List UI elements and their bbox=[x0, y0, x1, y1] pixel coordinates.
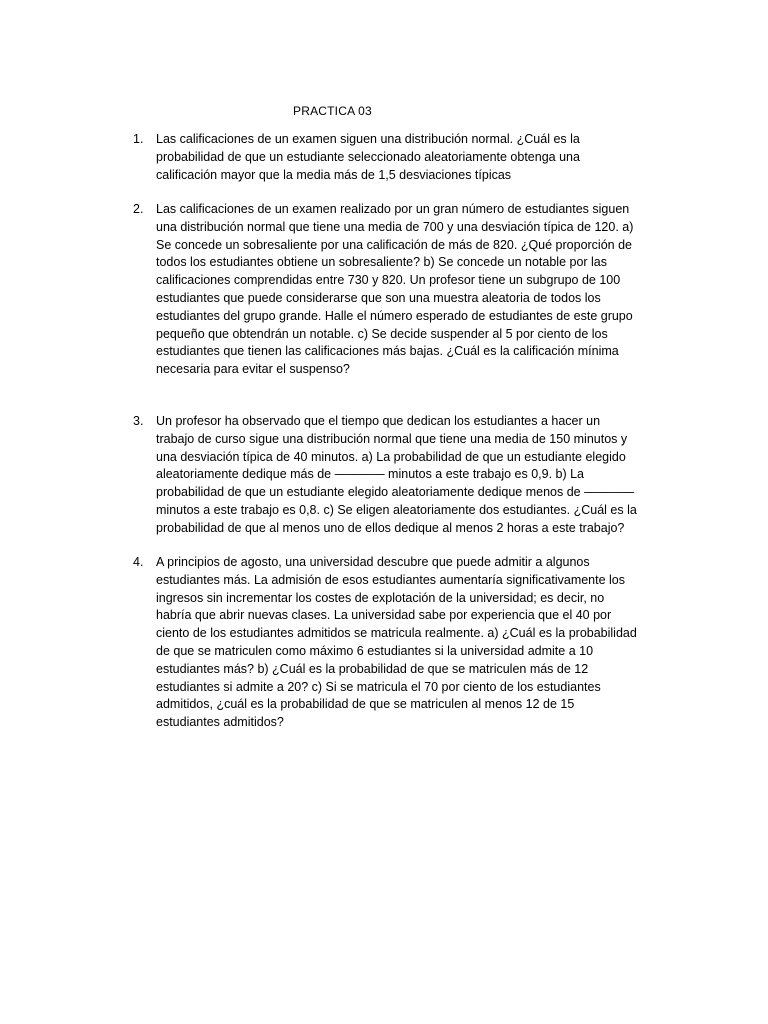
exercise-line: minutos a este trabajo es 0,8. c) Se eligen aleatoriamente dos estudiantes. ¿Cuál es la bbox=[156, 503, 637, 517]
exercise-line: calificaciones comprendidas entre 730 y 820. Un profesor tiene un subgrupo de 100 bbox=[156, 273, 621, 288]
exercise-line: necesaria para evitar el suspenso? bbox=[156, 362, 350, 377]
exercise-line: Se concede un sobresaliente por una calificación de más de 820. ¿Qué proporción de bbox=[156, 237, 632, 252]
exercise-line: Un profesor ha observado que el tiempo que dedican los estudiantes a hacer un bbox=[156, 414, 601, 428]
exercise-line: todos los estudiantes obtiene un sobresaliente? b) Se concede un notable por las bbox=[156, 255, 608, 270]
exercise-line: A principios de agosto, una universidad descubre que puede admitir a algunos bbox=[156, 555, 590, 569]
exercise-line: ingresos sin incrementar los costes de explotación de la universidad; es decir, no bbox=[156, 590, 605, 605]
exercise-line: probabilidad de que un estudiante elegido aleatoriamente dedique menos de ———— bbox=[156, 485, 635, 500]
exercise-line: probabilidad de que al menos uno de ellos dedique al menos 2 horas a este trabajo? bbox=[156, 520, 625, 535]
exercise-line: ciento de los estudiantes admitidos se matricula realmente. a) ¿Cuál es la probabilidad bbox=[156, 626, 637, 641]
exercise-line: estudiantes que tienen las calificaciones más bajas. ¿Cuál es la calificación mínima bbox=[156, 344, 619, 359]
exercise-line: Las calificaciones de un examen siguen una distribución normal. ¿Cuál es la bbox=[156, 132, 580, 146]
exercise-line: Las calificaciones de un examen realizado por un gran número de estudiantes siguen bbox=[156, 202, 630, 216]
exercise-line: admitidos, ¿cuál es la probabilidad de que se matriculen al menos 12 de 15 bbox=[156, 697, 575, 712]
exercise-number: 1. bbox=[133, 132, 144, 146]
exercise-line: una desviación típica de 40 minutos. a) La probabilidad de que un estudiante elegido bbox=[156, 449, 626, 464]
exercise-number: 3. bbox=[133, 414, 144, 428]
exercise-number: 4. bbox=[133, 555, 144, 569]
exercise-line: trabajo de curso sigue una distribución normal que tiene una media de 150 minutos y bbox=[156, 431, 628, 446]
exercise-line: estudiantes del grupo grande. Halle el número esperado de estudiantes de este grupo bbox=[156, 308, 633, 323]
document-title: PRACTICA 03 bbox=[293, 104, 372, 118]
exercise-line: habría que abrir nuevas clases. La universidad sabe por experiencia que el 40 por bbox=[156, 608, 612, 623]
exercise-line: estudiantes más. La admisión de esos estudiantes aumentaría significativamente los bbox=[156, 572, 626, 587]
exercise-number: 2. bbox=[133, 202, 144, 216]
exercise-line: estudiantes si admite a 20? c) Si se matricula el 70 por ciento de los estudiantes bbox=[156, 679, 601, 694]
exercise-line: aleatoriamente dedique más de ———— minutos a este trabajo es 0,9. b) La bbox=[156, 467, 585, 482]
exercise-line: calificación mayor que la media más de 1,5 desviaciones típicas bbox=[156, 167, 512, 182]
exercise-line: de que se matriculen como máximo 6 estudiantes si la universidad admite a 10 bbox=[156, 644, 594, 658]
exercise-line: estudiantes admitidos? bbox=[156, 715, 284, 730]
exercise-line: una distribución normal que tiene una media de 700 y una desviación típica de 120. a) bbox=[156, 219, 634, 234]
exercise-line: probabilidad de que un estudiante seleccionado aleatoriamente obtenga una bbox=[156, 149, 580, 164]
exercise-line: estudiantes que puede considerarse que son una muestra aleatoria de todos los bbox=[156, 291, 601, 305]
exercise-line: pequeño que obtendrán un notable. c) Se decide suspender al 5 por ciento de los bbox=[156, 326, 608, 341]
exercise-line: estudiantes más? b) ¿Cuál es la probabilidad de que se matriculen más de 12 bbox=[156, 661, 589, 676]
